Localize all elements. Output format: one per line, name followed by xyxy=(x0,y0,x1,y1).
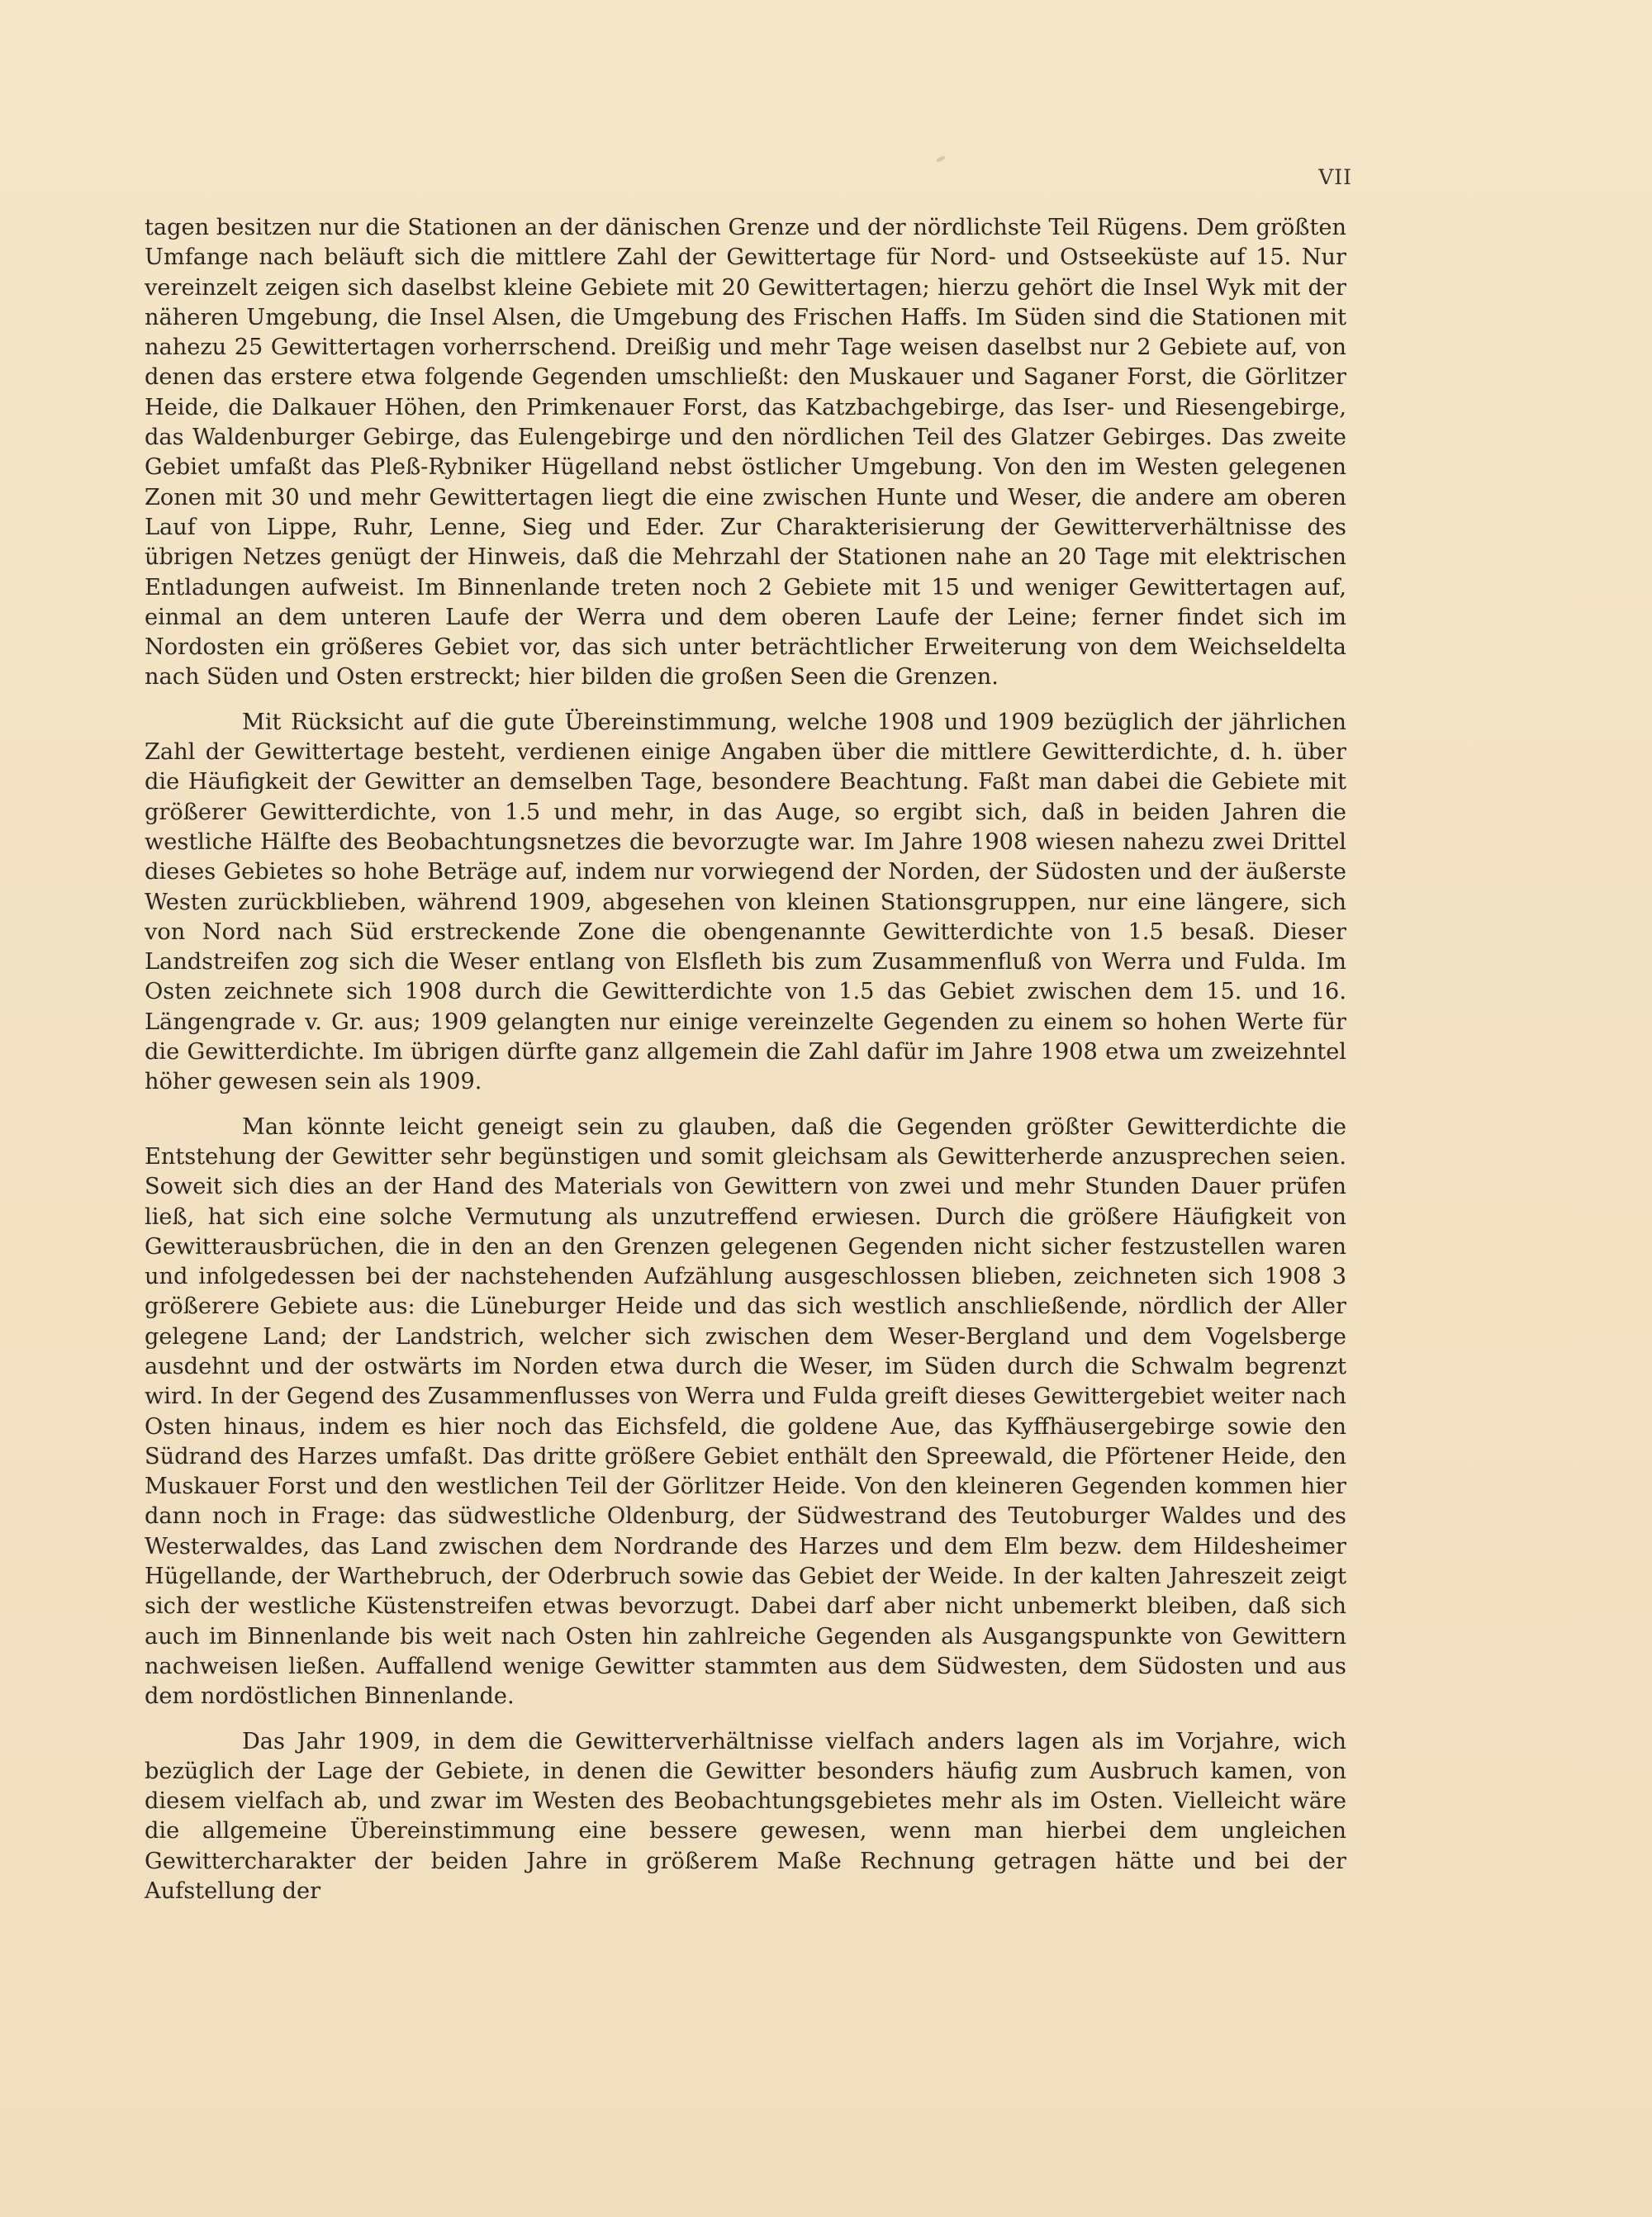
paragraph-gewitterdichte: Mit Rücksicht auf die gute Übereinstimmung, welche 1908 und 1909 bezüglich der jährlichen Zahl der Gewittertage besteht, verdienen einige Angaben über die mittlere Gewitterdichte, d. h. über die Häufigkeit der Gewitter an demselben Tage, besondere Beachtung. Faßt man dabei die Gebiete mit größerer Gewitterdichte, von 1.5 und mehr, in das Auge, so ergibt sich, daß in beiden Jahren die westliche Hälfte des Beobachtungsnetzes die bevorzugte war. Im Jahre 1908 wiesen nahezu zwei Drittel dieses Gebietes so hohe Beträge auf, indem nur vorwiegend der Norden, der Südosten und der äußerste Westen zurückblieben, während 1909, abgesehen von kleinen Stationsgruppen, nur eine längere, sich von Nord nach Süd erstreckende Zone die obengenannte Gewitterdichte von 1.5 besaß. Dieser Landstreifen zog sich die Weser entlang von Elsfleth bis zum Zusammenfluß von Werra und Fulda. Im Osten zeichnete sich 1908 durch die Gewitterdichte von 1.5 das Gebiet zwischen dem 15. und 16. Längengrade v. Gr. aus; 1909 gelangten nur einige vereinzelte Gegenden zu einem so hohen Werte für die Gewitterdichte. Im übrigen dürfte ganz allgemein die Zahl dafür im Jahre 1908 etwa um zweizehntel höher gewesen sein als 1909. xyxy=(145,709,1346,1095)
page-number: VII xyxy=(1318,165,1352,189)
paragraph-continuation: tagen besitzen nur die Stationen an der dänischen Grenze und der nördlichste Teil Rügens. Dem größten Umfange nach beläuft sich die mittlere Zahl der Gewittertage für Nord- und Ostseeküste auf 15. Nur vereinzelt zeigen sich daselbst kleine Gebiete mit 20 Gewittertagen; hierzu gehört die Insel Wyk mit der näheren Umgebung, die Insel Alsen, die Umgebung des Frischen Haffs. Im Süden sind die Stationen mit nahezu 25 Gewittertagen vorherrschend. Dreißig und mehr Tage weisen daselbst nur 2 Gebiete auf, von denen das erstere etwa folgende Gegenden umschließt: den Muskauer und Saganer Forst, die Görlitzer Heide, die Dalkauer Höhen, den Primkenauer Forst, das Katzbachgebirge, das Iser- und Riesengebirge, das Waldenburger Gebirge, das Eulengebirge und den nördlichen Teil des Glatzer Gebirges. Das zweite Gebiet umfaßt das Pleß-Rybniker Hügelland nebst östlicher Umgebung. Von den im Westen gelegenen Zonen mit 30 und mehr Gewittertagen liegt die eine zwischen Hunte und Weser, die andere am oberen Lauf von Lippe, Ruhr, Lenne, Sieg und Eder. Zur Charakterisierung der Gewitterverhältnisse des übrigen Netzes genügt der Hinweis, daß die Mehrzahl der Stationen nahe an 20 Tage mit elektrischen Entladungen aufweist. Im Binnenlande treten noch 2 Gebiete mit 15 und weniger Gewittertagen auf, einmal an dem unteren Laufe der Werra und dem oberen Laufe der Leine; ferner findet sich im Nordosten ein größeres Gebiet vor, das sich unter beträchtlicher Erweiterung von dem Weichseldelta nach Süden und Osten erstreckt; hier bilden die großen Seen die Grenzen. xyxy=(145,215,1346,691)
paragraph-gewitterherde: Man könnte leicht geneigt sein zu glauben, daß die Gegenden größter Gewitterdichte die Entstehung der Gewitter sehr begünstigen und somit gleichsam als Gewitterherde anzusprechen seien. Soweit sich dies an der Hand des Materials von Gewittern von zwei und mehr Stunden Dauer prüfen ließ, hat sich eine solche Vermutung als unzutreffend erwiesen. Durch die größere Häufigkeit von Gewitterausbrüchen, die in den an den Grenzen gelegenen Gegenden nicht sicher festzustellen waren und infolgedessen bei der nachstehenden Aufzählung ausgeschlossen blieben, zeichneten sich 1908 3 größerere Gebiete aus: die Lüneburger Heide und das sich westlich anschließende, nördlich der Aller gelegene Land; der Landstrich, welcher sich zwischen dem Weser-Bergland und dem Vogelsberge ausdehnt und der ostwärts im Norden etwa durch die Weser, im Süden durch die Schwalm begrenzt wird. In der Gegend des Zusammenflusses von Werra und Fulda greift dieses Gewittergebiet weiter nach Osten hinaus, indem es hier noch das Eichsfeld, die goldene Aue, das Kyffhäusergebirge sowie den Südrand des Harzes umfaßt. Das dritte größere Gebiet enthält den Spreewald, die Pförtener Heide, den Muskauer Forst und den westlichen Teil der Görlitzer Heide. Von den kleineren Gegenden kommen hier dann noch in Frage: das südwestliche Oldenburg, der Südwestrand des Teutoburger Waldes und des Westerwaldes, das Land zwischen dem Nordrande des Harzes und dem Elm bezw. dem Hildesheimer Hügellande, der Warthebruch, der Oderbruch sowie das Gebiet der Weide. In der kalten Jahreszeit zeigt sich der westliche Küstenstreifen etwas bevorzugt. Dabei darf aber nicht unbemerkt bleiben, daß sich auch im Binnenlande bis weit nach Osten hin zahlreiche Gegenden als Ausgangspunkte von Gewittern nachweisen ließen. Auffallend wenige Gewitter stammten aus dem Südwesten, dem Südosten und aus dem nordöstlichen Binnenlande. xyxy=(145,1113,1346,1710)
paper-smudge xyxy=(936,155,947,164)
body-text xyxy=(145,213,1346,1921)
paragraph-jahr-1909: Das Jahr 1909, in dem die Gewitterverhältnisse vielfach anders lagen als im Vorjahre, wich bezüglich der Lage der Gebiete, in denen die Gewitter besonders häufig zum Ausbruch kamen, von diesem vielfach ab, und zwar im Westen des Beobachtungsgebietes mehr als im Osten. Vielleicht wäre die allgemeine Übereinstimmung eine bessere gewesen, wenn man hierbei dem ungleichen Gewittercharakter der beiden Jahre in größerem Maße Rechnung getragen hätte und bei der Aufstellung der xyxy=(145,1728,1346,1905)
